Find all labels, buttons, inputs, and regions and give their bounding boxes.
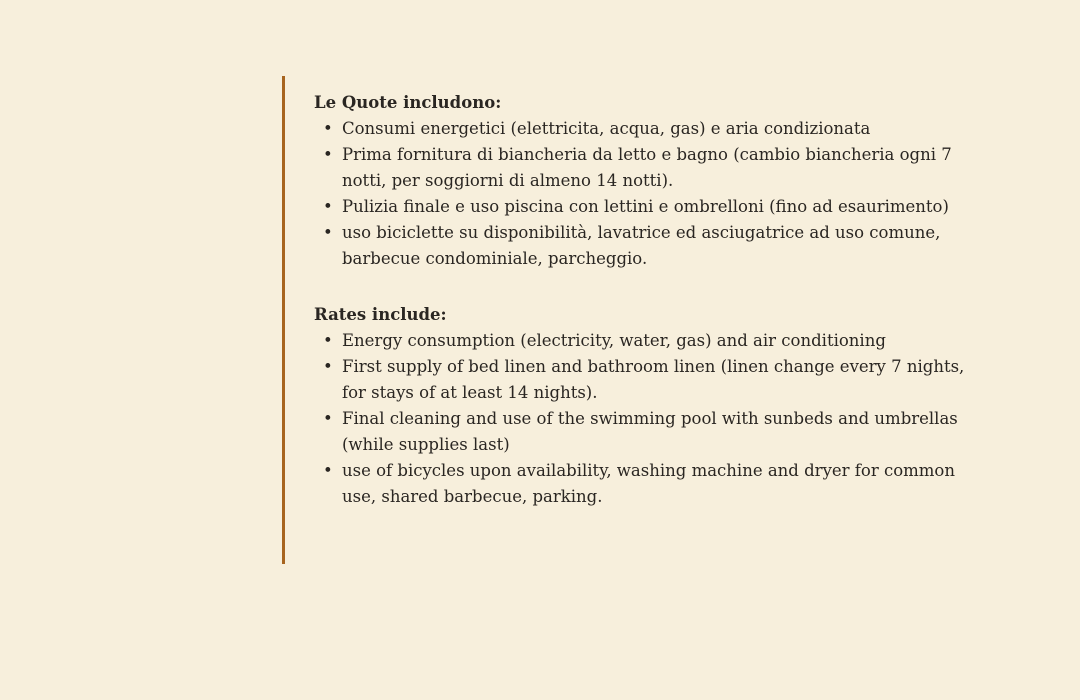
list-item-text: use of bicycles upon availability, washing machine and dryer for common use, shared barbecue, parking. xyxy=(342,461,955,506)
list-item xyxy=(314,194,986,220)
bullet-icon: • xyxy=(323,197,333,216)
list-item-text: Consumi energetici (elettricita, acqua, gas) e aria condizionata xyxy=(342,119,871,138)
bullet-icon: • xyxy=(323,119,333,138)
list-item xyxy=(314,406,986,458)
list-item xyxy=(314,142,986,194)
rates-info-block xyxy=(282,76,1002,564)
list-item xyxy=(314,220,986,272)
bullet-icon: • xyxy=(323,145,333,164)
bullet-icon: • xyxy=(323,331,333,350)
section-title-english: Rates include: xyxy=(314,305,447,324)
list-item xyxy=(314,458,986,510)
section-divider-space xyxy=(314,272,986,302)
list-item-text: Final cleaning and use of the swimming pool with sunbeds and umbrellas (while supplies last) xyxy=(342,409,958,454)
list-item-text: Energy consumption (electricity, water, gas) and air conditioning xyxy=(342,331,886,350)
list-item xyxy=(314,116,986,142)
bullet-icon: • xyxy=(323,223,333,242)
list-item xyxy=(314,354,986,406)
section-list-italian xyxy=(314,116,986,272)
section-list-english xyxy=(314,328,986,510)
bullet-icon: • xyxy=(323,461,333,480)
bullet-icon: • xyxy=(323,357,333,376)
list-item-text: Pulizia finale e uso piscina con lettini e ombrelloni (fino ad esaurimento) xyxy=(342,197,949,216)
rates-text-area xyxy=(314,90,986,510)
section-title-italian: Le Quote includono: xyxy=(314,93,502,112)
list-item-text: First supply of bed linen and bathroom linen (linen change every 7 nights, for stays of at least 14 nights). xyxy=(342,357,965,402)
accent-bar xyxy=(282,76,285,564)
bullet-icon: • xyxy=(323,409,333,428)
list-item-text: Prima fornitura di biancheria da letto e bagno (cambio biancheria ogni 7 notti, per soggiorni di almeno 14 notti). xyxy=(342,145,952,190)
list-item xyxy=(314,328,986,354)
list-item-text: uso biciclette su disponibilità, lavatrice ed asciugatrice ad uso comune, barbecue condominiale, parcheggio. xyxy=(342,223,941,268)
